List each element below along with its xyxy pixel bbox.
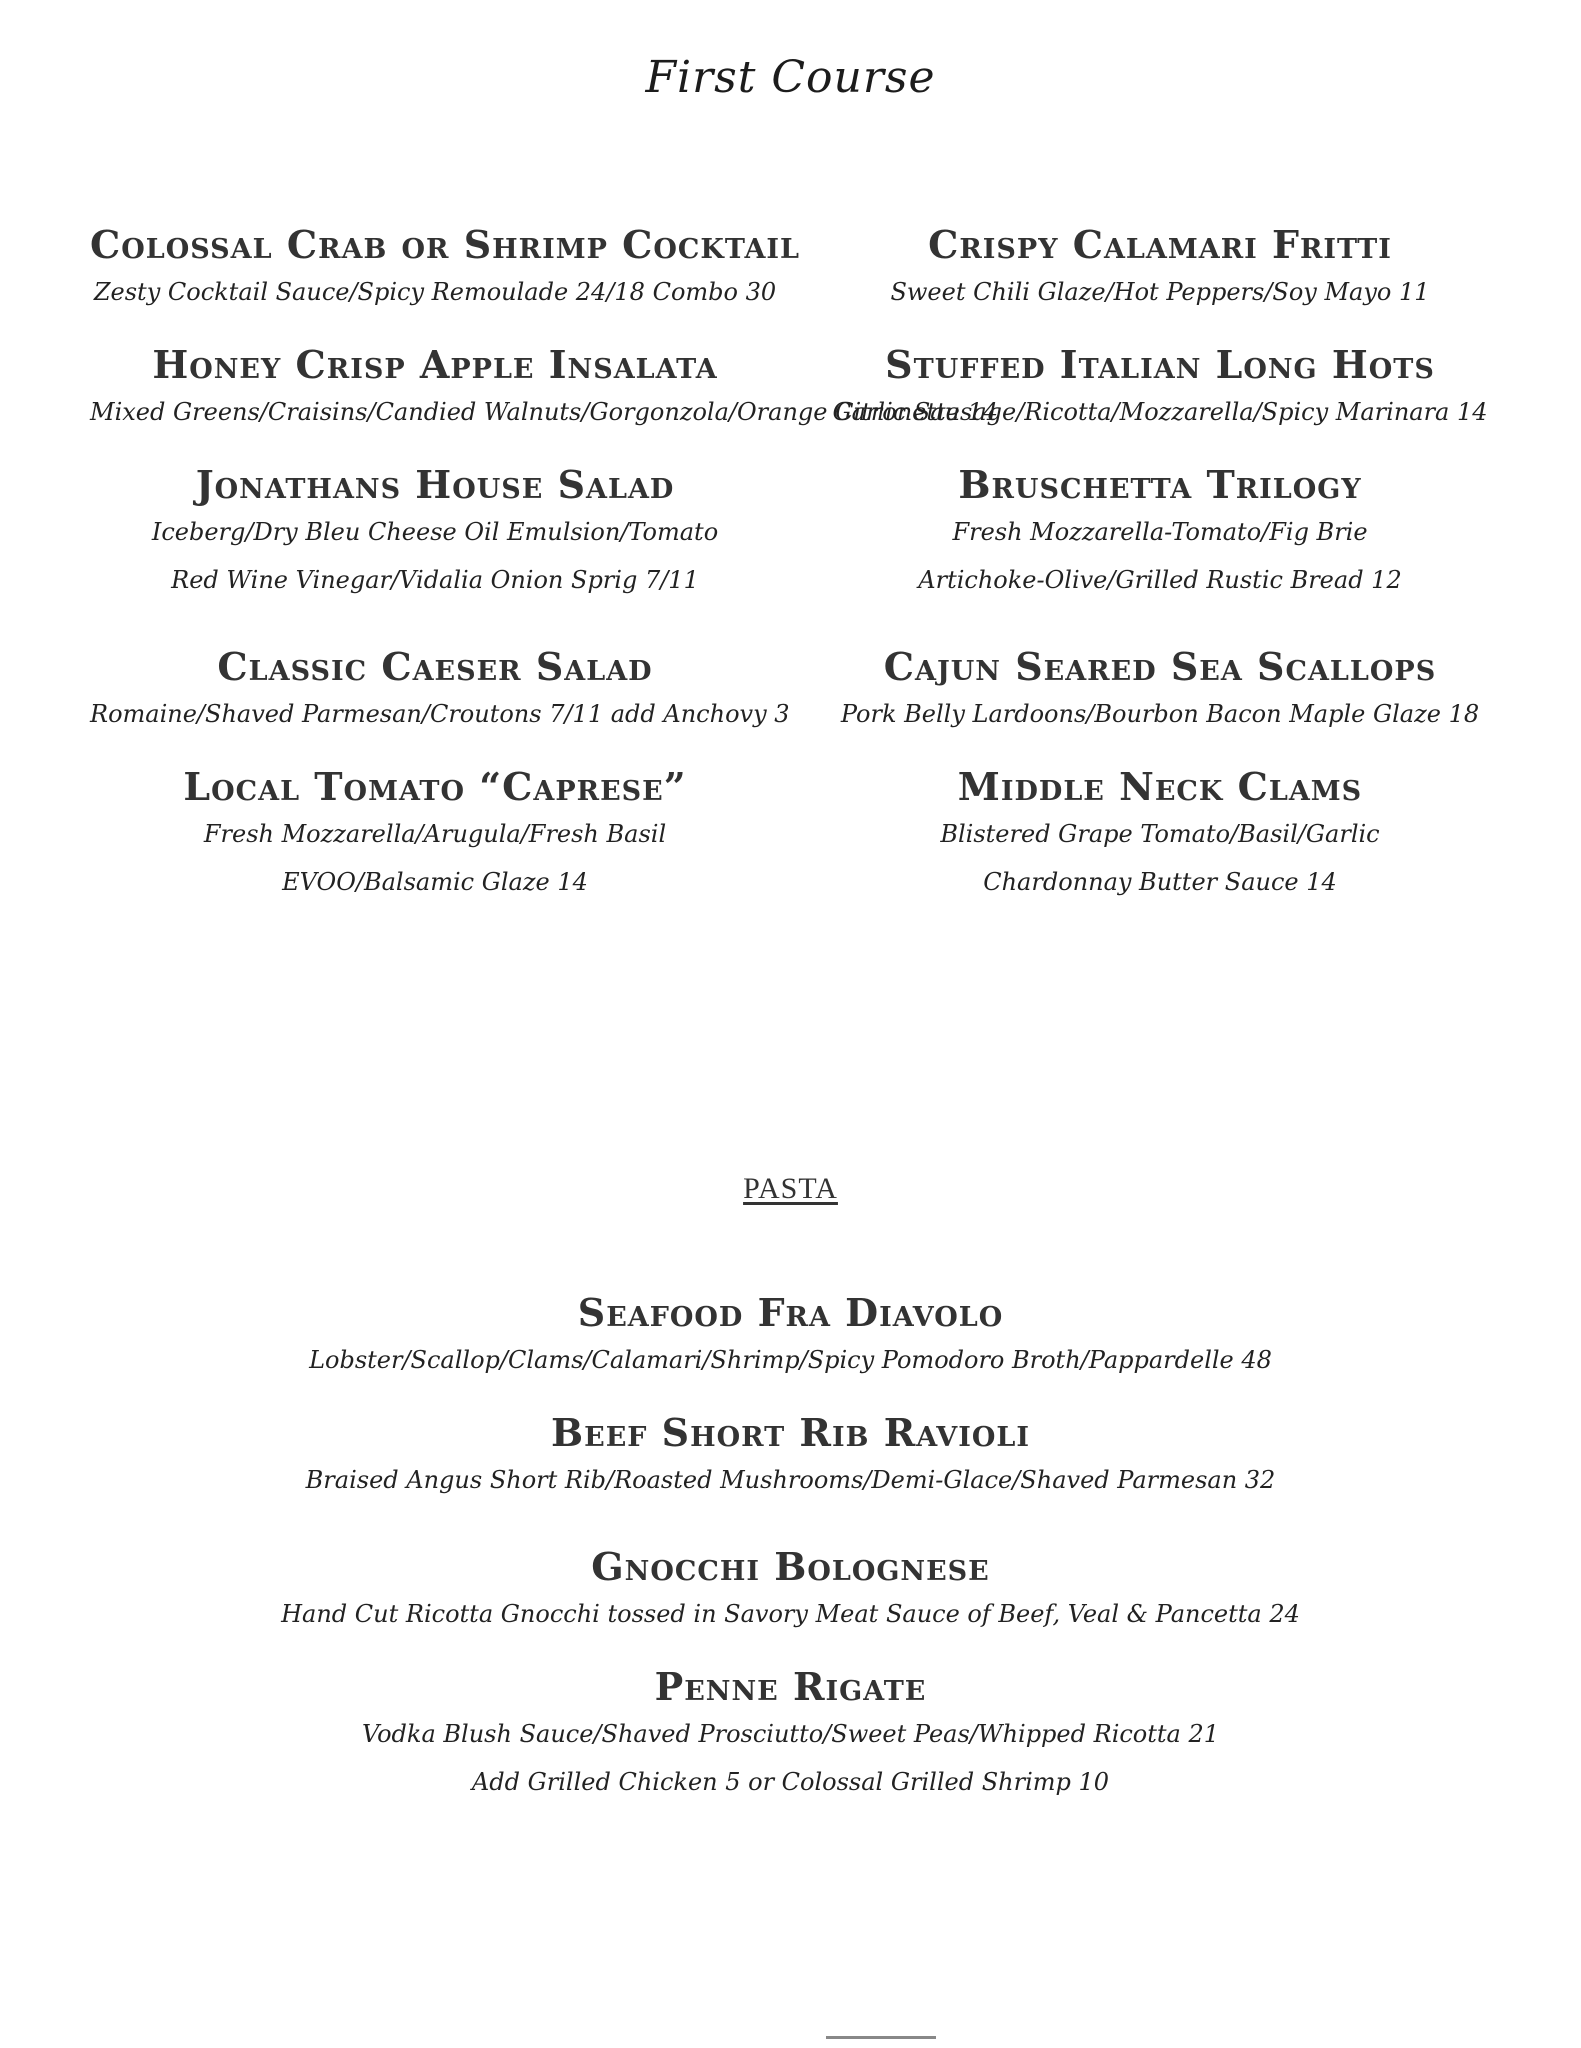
item-description: Fresh Mozzarella/Arugula/Fresh Basil (203, 820, 667, 848)
menu-item (0, 1664, 1581, 1806)
item-name: Seafood Fra Diavolo (577, 1290, 1004, 1335)
item-name: Jonathans House Salad (195, 462, 675, 507)
first-course-right-column (815, 222, 1505, 906)
pasta-section-title (0, 1172, 1581, 1206)
menu-item (90, 764, 780, 906)
item-description: Lobster/Scallop/Clams/Calamari/Shrimp/Spicy Pomodoro Broth/Pappardelle 48 (309, 1346, 1272, 1374)
item-description: Pork Belly Lardoons/Bourbon Bacon Maple Glaze 18 (840, 700, 1480, 728)
item-description: Chardonnay Butter Sauce 14 (983, 868, 1337, 896)
item-name: Cajun Seared Sea Scallops (883, 644, 1437, 689)
menu-item (815, 764, 1505, 906)
item-name: Beef Short Rib Ravioli (551, 1410, 1030, 1455)
item-name: Middle Neck Clams (957, 764, 1363, 809)
item-description: Romaine/Shaved Parmesan/Croutons 7/11 add Anchovy 3 (90, 700, 790, 728)
item-description: Iceberg/Dry Bleu Cheese Oil Emulsion/Tomato (151, 518, 719, 546)
item-name: Classic Caeser Salad (217, 644, 653, 689)
item-name: Colossal Crab or Shrimp Cocktail (90, 222, 801, 267)
menu-item (0, 1290, 1581, 1384)
menu-item (90, 342, 999, 436)
item-description: Hand Cut Ricotta Gnocchi tossed in Savory Meat Sauce of Beef, Veal & Pancetta 24 (281, 1600, 1300, 1628)
item-name: Crispy Calamari Fritti (928, 222, 1392, 267)
menu-item (90, 644, 790, 738)
menu-item (815, 342, 1505, 436)
item-description: Vodka Blush Sauce/Shaved Prosciutto/Sweet Peas/Whipped Ricotta 21 (361, 1720, 1220, 1748)
item-description: Add Grilled Chicken 5 or Colossal Grilled Shrimp 10 (471, 1768, 1110, 1796)
menu-item (0, 1410, 1581, 1504)
item-description: Blistered Grape Tomato/Basil/Garlic (940, 820, 1380, 848)
item-name: Gnocchi Bolognese (591, 1544, 990, 1589)
item-description: Artichoke-Olive/Grilled Rustic Bread 12 (918, 566, 1402, 594)
menu-item (90, 462, 780, 604)
item-description: Braised Angus Short Rib/Roasted Mushrooms/Demi-Glace/Shaved Parmesan 32 (305, 1466, 1276, 1494)
pasta-title-text: PASTA (743, 1172, 838, 1205)
pasta-list (0, 1290, 1581, 1806)
menu-item (815, 644, 1505, 738)
item-description: Red Wine Vinegar/Vidalia Onion Sprig 7/11 (171, 566, 699, 594)
item-description: Zesty Cocktail Sauce/Spicy Remoulade 24/18 Combo 30 (93, 278, 777, 306)
item-description: Mixed Greens/Craisins/Candied Walnuts/Gorgonzola/Orange Citronette 14 (90, 398, 999, 426)
item-name: Penne Rigate (654, 1664, 927, 1709)
item-description: Garlic Sausage/Ricotta/Mozzarella/Spicy Marinara 14 (832, 398, 1488, 426)
menu-item (815, 462, 1505, 604)
first-course-title: First Course (645, 52, 936, 103)
item-name: Local Tomato “Caprese” (183, 764, 687, 809)
menu-item (0, 1544, 1581, 1638)
page-edge-mark (826, 2036, 936, 2039)
item-description: EVOO/Balsamic Glaze 14 (282, 868, 588, 896)
item-name: Bruschetta Trilogy (958, 462, 1362, 507)
item-description: Sweet Chili Glaze/Hot Peppers/Soy Mayo 11 (890, 278, 1430, 306)
item-name: Honey Crisp Apple Insalata (152, 342, 718, 387)
menu-item (815, 222, 1505, 316)
item-description: Fresh Mozzarella-Tomato/Fig Brie (952, 518, 1368, 546)
item-name: Stuffed Italian Long Hots (885, 342, 1435, 387)
menu-item (90, 222, 801, 316)
first-course-left-column (90, 222, 999, 906)
